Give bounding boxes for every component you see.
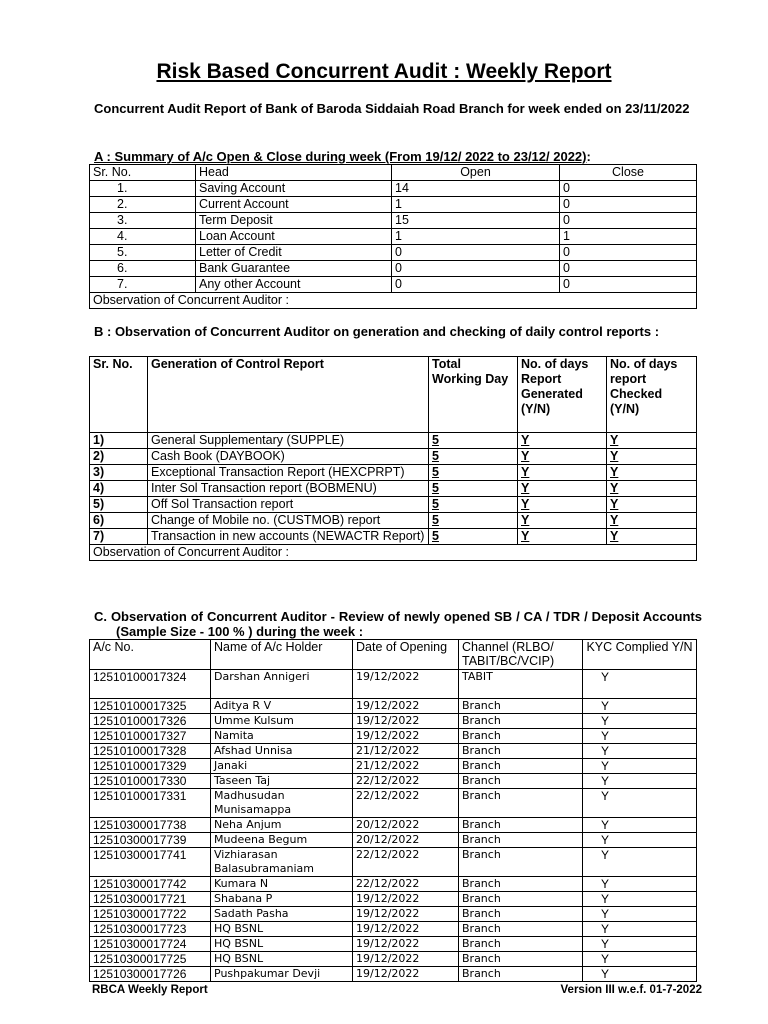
generated-cell: Y bbox=[518, 481, 607, 497]
section-a-heading-text: A : Summary of A/c Open & Close during week (From 19/12/ 2022 to 23/12/ 2022) bbox=[94, 149, 587, 164]
close-cell: 0 bbox=[560, 181, 697, 197]
page-title: Risk Based Concurrent Audit : Weekly Report bbox=[156, 60, 612, 83]
footer-right: Version III w.e.f. 01-7-2022 bbox=[560, 984, 702, 996]
opening-date-cell: 22/12/2022 bbox=[353, 789, 459, 818]
channel-cell: Branch bbox=[459, 789, 583, 818]
table-row bbox=[90, 744, 697, 759]
table-row bbox=[90, 848, 697, 877]
column-header: Name of A/c Holder bbox=[211, 640, 353, 670]
opening-date-cell: 22/12/2022 bbox=[353, 877, 459, 892]
checked-cell: Y bbox=[607, 529, 697, 545]
holder-name-cell: Kumara N bbox=[211, 877, 353, 892]
opening-date-cell: 19/12/2022 bbox=[353, 699, 459, 714]
account-number-cell: 12510100017331 bbox=[90, 789, 211, 818]
kyc-cell: Y bbox=[583, 952, 697, 967]
close-cell: 0 bbox=[560, 277, 697, 293]
channel-cell: Branch bbox=[459, 877, 583, 892]
account-number-cell: 12510100017328 bbox=[90, 744, 211, 759]
opening-date-cell: 21/12/2022 bbox=[353, 759, 459, 774]
checked-cell: Y bbox=[607, 465, 697, 481]
account-number-cell: 12510300017726 bbox=[90, 967, 211, 982]
head-cell: Current Account bbox=[196, 197, 392, 213]
opening-date-cell: 19/12/2022 bbox=[353, 952, 459, 967]
close-cell: 0 bbox=[560, 261, 697, 277]
opening-date-cell: 19/12/2022 bbox=[353, 922, 459, 937]
table-row bbox=[90, 714, 697, 729]
kyc-cell: Y bbox=[583, 744, 697, 759]
column-header: Head bbox=[196, 165, 392, 181]
sr-no-cell: 6) bbox=[90, 513, 148, 529]
table-row bbox=[90, 513, 697, 529]
holder-name-cell: Afshad Unnisa bbox=[211, 744, 353, 759]
table-row bbox=[90, 789, 697, 818]
channel-cell: Branch bbox=[459, 729, 583, 744]
observation-row bbox=[90, 293, 697, 309]
holder-name-cell: Neha Anjum bbox=[211, 818, 353, 833]
working-days-cell: 5 bbox=[429, 433, 518, 449]
account-number-cell: 12510300017724 bbox=[90, 937, 211, 952]
section-b-heading: B : Observation of Concurrent Auditor on generation and checking of daily control reports : bbox=[94, 324, 660, 339]
checked-cell: Y bbox=[607, 433, 697, 449]
sr-no-cell: 2) bbox=[90, 449, 148, 465]
column-header: Generation of Control Report bbox=[148, 357, 429, 433]
report-name-cell: Off Sol Transaction report bbox=[148, 497, 429, 513]
kyc-cell: Y bbox=[583, 714, 697, 729]
channel-cell: TABIT bbox=[459, 670, 583, 699]
generated-cell: Y bbox=[518, 449, 607, 465]
table-row bbox=[90, 729, 697, 744]
head-cell: Term Deposit bbox=[196, 213, 392, 229]
channel-cell: Branch bbox=[459, 922, 583, 937]
working-days-cell: 5 bbox=[429, 513, 518, 529]
account-number-cell: 12510300017741 bbox=[90, 848, 211, 877]
holder-name-cell: Namita bbox=[211, 729, 353, 744]
holder-name-cell: Aditya R V bbox=[211, 699, 353, 714]
table-row bbox=[90, 245, 697, 261]
account-number-cell: 12510300017723 bbox=[90, 922, 211, 937]
section-a-heading-suffix: : bbox=[586, 149, 591, 164]
table-row bbox=[90, 892, 697, 907]
sr-no-cell: 6. bbox=[90, 261, 196, 277]
sr-no-cell: 7) bbox=[90, 529, 148, 545]
opening-date-cell: 19/12/2022 bbox=[353, 967, 459, 982]
holder-name-cell: HQ BSNL bbox=[211, 952, 353, 967]
holder-name-cell: Taseen Taj bbox=[211, 774, 353, 789]
working-days-cell: 5 bbox=[429, 465, 518, 481]
holder-name-cell: Janaki bbox=[211, 759, 353, 774]
open-cell: 0 bbox=[392, 261, 560, 277]
footer-left: RBCA Weekly Report bbox=[92, 984, 208, 996]
table-row bbox=[90, 907, 697, 922]
channel-cell: Branch bbox=[459, 937, 583, 952]
holder-name-cell: Pushpakumar Devji bbox=[211, 967, 353, 982]
channel-cell: Branch bbox=[459, 967, 583, 982]
table-row bbox=[90, 197, 697, 213]
kyc-cell: Y bbox=[583, 789, 697, 818]
table-row bbox=[90, 877, 697, 892]
table-row bbox=[90, 465, 697, 481]
generated-cell: Y bbox=[518, 465, 607, 481]
open-cell: 14 bbox=[392, 181, 560, 197]
holder-name-cell: Madhusudan Munisamappa bbox=[211, 789, 353, 818]
account-number-cell: 12510300017722 bbox=[90, 907, 211, 922]
open-cell: 1 bbox=[392, 229, 560, 245]
kyc-cell: Y bbox=[583, 967, 697, 982]
checked-cell: Y bbox=[607, 449, 697, 465]
channel-cell: Branch bbox=[459, 952, 583, 967]
table-row bbox=[90, 261, 697, 277]
table-row bbox=[90, 699, 697, 714]
generated-cell: Y bbox=[518, 529, 607, 545]
kyc-cell: Y bbox=[583, 922, 697, 937]
table-row bbox=[90, 922, 697, 937]
table-row bbox=[90, 952, 697, 967]
kyc-cell: Y bbox=[583, 892, 697, 907]
sr-no-cell: 4. bbox=[90, 229, 196, 245]
opening-date-cell: 19/12/2022 bbox=[353, 892, 459, 907]
sr-no-cell: 7. bbox=[90, 277, 196, 293]
table-row bbox=[90, 937, 697, 952]
column-header: Sr. No. bbox=[90, 357, 148, 433]
account-number-cell: 12510300017742 bbox=[90, 877, 211, 892]
kyc-cell: Y bbox=[583, 833, 697, 848]
report-name-cell: Inter Sol Transaction report (BOBMENU) bbox=[148, 481, 429, 497]
table-row bbox=[90, 497, 697, 513]
column-header: No. of days report Checked (Y/N) bbox=[607, 357, 697, 433]
opening-date-cell: 20/12/2022 bbox=[353, 833, 459, 848]
column-header: Channel (RLBO/ TABIT/BC/VCIP) bbox=[459, 640, 583, 670]
holder-name-cell: HQ BSNL bbox=[211, 937, 353, 952]
channel-cell: Branch bbox=[459, 892, 583, 907]
summary-table bbox=[89, 164, 697, 309]
sr-no-cell: 1) bbox=[90, 433, 148, 449]
table-row bbox=[90, 229, 697, 245]
channel-cell: Branch bbox=[459, 744, 583, 759]
open-cell: 0 bbox=[392, 245, 560, 261]
channel-cell: Branch bbox=[459, 833, 583, 848]
kyc-cell: Y bbox=[583, 907, 697, 922]
channel-cell: Branch bbox=[459, 907, 583, 922]
generated-cell: Y bbox=[518, 433, 607, 449]
sr-no-cell: 5. bbox=[90, 245, 196, 261]
observation-row bbox=[90, 545, 697, 561]
table-row bbox=[90, 181, 697, 197]
holder-name-cell: Shabana P bbox=[211, 892, 353, 907]
kyc-cell: Y bbox=[583, 729, 697, 744]
report-name-cell: Transaction in new accounts (NEWACTR Report) bbox=[148, 529, 429, 545]
account-review-table bbox=[89, 639, 697, 982]
observation-cell: Observation of Concurrent Auditor : bbox=[90, 545, 697, 561]
open-cell: 1 bbox=[392, 197, 560, 213]
kyc-cell: Y bbox=[583, 848, 697, 877]
opening-date-cell: 22/12/2022 bbox=[353, 848, 459, 877]
account-number-cell: 12510100017330 bbox=[90, 774, 211, 789]
channel-cell: Branch bbox=[459, 759, 583, 774]
report-name-cell: Exceptional Transaction Report (HEXCPRPT) bbox=[148, 465, 429, 481]
sr-no-cell: 1. bbox=[90, 181, 196, 197]
holder-name-cell: HQ BSNL bbox=[211, 922, 353, 937]
section-a-heading bbox=[94, 149, 702, 164]
channel-cell: Branch bbox=[459, 774, 583, 789]
account-number-cell: 12510300017721 bbox=[90, 892, 211, 907]
account-number-cell: 12510100017327 bbox=[90, 729, 211, 744]
table-row bbox=[90, 670, 697, 699]
account-number-cell: 12510300017738 bbox=[90, 818, 211, 833]
column-header: KYC Complied Y/N bbox=[583, 640, 697, 670]
generated-cell: Y bbox=[518, 497, 607, 513]
holder-name-cell: Vizhiarasan Balasubramaniam bbox=[211, 848, 353, 877]
report-name-cell: General Supplementary (SUPPLE) bbox=[148, 433, 429, 449]
kyc-cell: Y bbox=[583, 774, 697, 789]
opening-date-cell: 21/12/2022 bbox=[353, 744, 459, 759]
account-number-cell: 12510300017739 bbox=[90, 833, 211, 848]
head-cell: Bank Guarantee bbox=[196, 261, 392, 277]
column-header: Open bbox=[392, 165, 560, 181]
sr-no-cell: 3) bbox=[90, 465, 148, 481]
head-cell: Saving Account bbox=[196, 181, 392, 197]
kyc-cell: Y bbox=[583, 818, 697, 833]
close-cell: 0 bbox=[560, 213, 697, 229]
opening-date-cell: 20/12/2022 bbox=[353, 818, 459, 833]
table-row bbox=[90, 433, 697, 449]
section-c-heading: C. Observation of Concurrent Auditor - Review of newly opened SB / CA / TDR / Deposit Accounts (Sample Size - 100 % ) during the week : bbox=[94, 609, 702, 639]
generated-cell: Y bbox=[518, 513, 607, 529]
kyc-cell: Y bbox=[583, 670, 697, 699]
opening-date-cell: 22/12/2022 bbox=[353, 774, 459, 789]
table-row bbox=[90, 759, 697, 774]
close-cell: 0 bbox=[560, 245, 697, 261]
head-cell: Letter of Credit bbox=[196, 245, 392, 261]
kyc-cell: Y bbox=[583, 759, 697, 774]
report-intro: Concurrent Audit Report of Bank of Baroda Siddaiah Road Branch for week ended on 23/11/2022 bbox=[94, 101, 690, 116]
table-row bbox=[90, 481, 697, 497]
holder-name-cell: Mudeena Begum bbox=[211, 833, 353, 848]
working-days-cell: 5 bbox=[429, 481, 518, 497]
opening-date-cell: 19/12/2022 bbox=[353, 670, 459, 699]
close-cell: 1 bbox=[560, 229, 697, 245]
table-row bbox=[90, 277, 697, 293]
table-header-row bbox=[90, 357, 697, 433]
column-header: No. of days Report Generated (Y/N) bbox=[518, 357, 607, 433]
holder-name-cell: Umme Kulsum bbox=[211, 714, 353, 729]
holder-name-cell: Sadath Pasha bbox=[211, 907, 353, 922]
table-header-row bbox=[90, 165, 697, 181]
sr-no-cell: 3. bbox=[90, 213, 196, 229]
checked-cell: Y bbox=[607, 513, 697, 529]
open-cell: 15 bbox=[392, 213, 560, 229]
account-number-cell: 12510100017329 bbox=[90, 759, 211, 774]
report-name-cell: Change of Mobile no. (CUSTMOB) report bbox=[148, 513, 429, 529]
opening-date-cell: 19/12/2022 bbox=[353, 907, 459, 922]
sr-no-cell: 5) bbox=[90, 497, 148, 513]
account-number-cell: 12510100017325 bbox=[90, 699, 211, 714]
open-cell: 0 bbox=[392, 277, 560, 293]
opening-date-cell: 19/12/2022 bbox=[353, 714, 459, 729]
table-header-row bbox=[90, 640, 697, 670]
working-days-cell: 5 bbox=[429, 449, 518, 465]
kyc-cell: Y bbox=[583, 877, 697, 892]
table-row bbox=[90, 833, 697, 848]
head-cell: Any other Account bbox=[196, 277, 392, 293]
kyc-cell: Y bbox=[583, 699, 697, 714]
checked-cell: Y bbox=[607, 481, 697, 497]
column-header: Close bbox=[560, 165, 697, 181]
account-number-cell: 12510300017725 bbox=[90, 952, 211, 967]
kyc-cell: Y bbox=[583, 937, 697, 952]
report-name-cell: Cash Book (DAYBOOK) bbox=[148, 449, 429, 465]
checked-cell: Y bbox=[607, 497, 697, 513]
working-days-cell: 5 bbox=[429, 529, 518, 545]
channel-cell: Branch bbox=[459, 699, 583, 714]
channel-cell: Branch bbox=[459, 818, 583, 833]
channel-cell: Branch bbox=[459, 848, 583, 877]
control-report-table bbox=[89, 356, 697, 561]
head-cell: Loan Account bbox=[196, 229, 392, 245]
channel-cell: Branch bbox=[459, 714, 583, 729]
account-number-cell: 12510100017324 bbox=[90, 670, 211, 699]
column-header: Total Working Day bbox=[429, 357, 518, 433]
sr-no-cell: 2. bbox=[90, 197, 196, 213]
table-row bbox=[90, 774, 697, 789]
holder-name-cell: Darshan Annigeri bbox=[211, 670, 353, 699]
table-row bbox=[90, 449, 697, 465]
sr-no-cell: 4) bbox=[90, 481, 148, 497]
observation-cell: Observation of Concurrent Auditor : bbox=[90, 293, 697, 309]
account-number-cell: 12510100017326 bbox=[90, 714, 211, 729]
table-row bbox=[90, 818, 697, 833]
column-header: A/c No. bbox=[90, 640, 211, 670]
working-days-cell: 5 bbox=[429, 497, 518, 513]
table-row bbox=[90, 967, 697, 982]
close-cell: 0 bbox=[560, 197, 697, 213]
column-header: Sr. No. bbox=[90, 165, 196, 181]
table-row bbox=[90, 213, 697, 229]
opening-date-cell: 19/12/2022 bbox=[353, 937, 459, 952]
opening-date-cell: 19/12/2022 bbox=[353, 729, 459, 744]
table-row bbox=[90, 529, 697, 545]
column-header: Date of Opening bbox=[353, 640, 459, 670]
